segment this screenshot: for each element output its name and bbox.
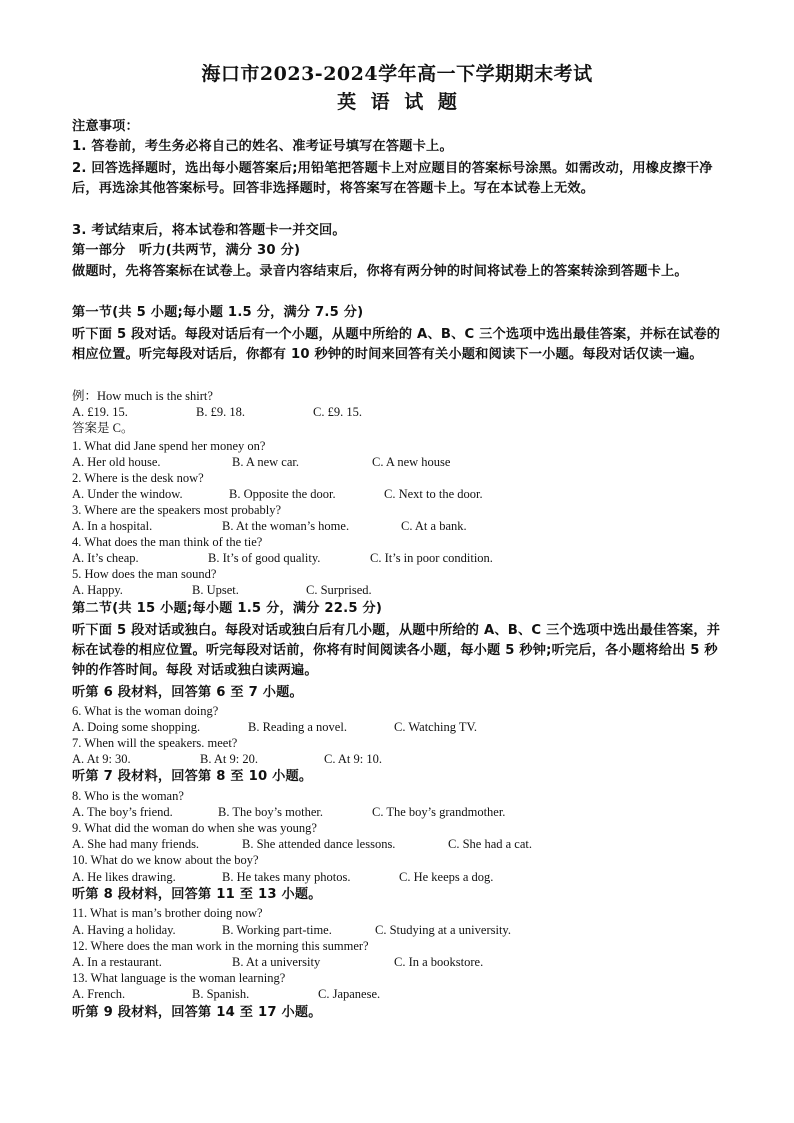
options-row	[72, 954, 732, 970]
option-c: C. A new house	[372, 455, 451, 469]
option-c: C. In a bookstore.	[394, 955, 484, 969]
question-text: 3. Where are the speakers most probably?	[72, 503, 282, 517]
question-text: 12. Where does the man work in the morning this summer?	[72, 939, 369, 953]
notice-item-1: 1. 答卷前，考生务必将自己的姓名、准考证号填写在答题卡上。	[72, 139, 453, 154]
group-label: 听第 6 段材料，回答第 6 至 7 小题。	[72, 685, 303, 700]
question-text: 13. What language is the woman learning?	[72, 971, 286, 985]
option-a: A. Under the window.	[72, 487, 183, 501]
option-a: A. Having a holiday.	[72, 923, 176, 937]
option-c: C. Studying at a university.	[375, 923, 511, 937]
option-a: A. He likes drawing.	[72, 870, 176, 884]
option-b: B. It’s of good quality.	[208, 551, 321, 565]
option-b: B. At the woman’s home.	[222, 519, 350, 533]
option-a: A. It’s cheap.	[72, 551, 139, 565]
options-row	[72, 719, 732, 735]
option-a: A. £19. 15.	[72, 405, 128, 419]
options-row	[72, 836, 732, 852]
option-b: B. He takes many photos.	[222, 870, 351, 884]
options-row	[72, 751, 732, 767]
question-text: 10. What do we know about the boy?	[72, 853, 259, 867]
question-text: 1. What did Jane spend her money on?	[72, 439, 266, 453]
option-b: B. Spanish.	[192, 987, 250, 1001]
option-c: C. At 9: 10.	[324, 752, 382, 766]
question-text: 7. When will the speakers. meet?	[72, 736, 238, 750]
option-b: B. A new car.	[232, 455, 300, 469]
option-c: C. It’s in poor condition.	[370, 551, 493, 565]
option-c: C. He keeps a dog.	[399, 870, 494, 884]
options-row	[72, 518, 732, 534]
question-text: 5. How does the man sound?	[72, 567, 217, 581]
example-answer: 答案是 C。	[72, 421, 134, 435]
group-label: 听第 9 段材料，回答第 14 至 17 小题。	[72, 1005, 322, 1020]
option-c: C. Surprised.	[306, 583, 372, 597]
options-row	[72, 486, 732, 502]
question-text: 6. What is the woman doing?	[72, 704, 219, 718]
option-b: B. At 9: 20.	[200, 752, 258, 766]
notice-item-2: 2. 回答选择题时，选出每小题答案后;用铅笔把答题卡上对应题目的答案标号涂黑。如需改动，用橡皮擦干净后，再选涂其他答案标号。回答非选择题时，将答案写在答题卡上。写在本试卷上无效。	[72, 161, 713, 196]
options-row	[72, 550, 732, 566]
option-b: B. Upset.	[192, 583, 239, 597]
section2-heading: 第二节(共 15 小题;每小题 1.5 分，满分 22.5 分)	[72, 601, 383, 616]
notice-item-3: 3. 考试结束后，将本试卷和答题卡一并交回。	[72, 223, 346, 238]
option-a: A. She had many friends.	[72, 837, 200, 851]
options-row	[72, 454, 732, 470]
option-c: C. Next to the door.	[384, 487, 483, 501]
question-text: 9. What did the woman do when she was young?	[72, 821, 317, 835]
option-b: B. Reading a novel.	[248, 720, 347, 734]
section1-instruction: 听下面 5 段对话。每段对话后有一个小题，从题中所给的 A、B、C 三个选项中选出最佳答案，并标在试卷的相应位置。听完每段对话后，你都有 10 秒钟的时间来回答有关小题和阅读下一小题。每段对话仅读一遍。	[72, 327, 721, 362]
option-c: C. Watching TV.	[394, 720, 478, 734]
example-options	[72, 404, 732, 420]
option-a: A. The boy’s friend.	[72, 805, 173, 819]
question-text: 8. Who is the woman?	[72, 789, 184, 803]
option-c: C. The boy’s grandmother.	[372, 805, 506, 819]
option-a: A. In a restaurant.	[72, 955, 162, 969]
option-a: A. In a hospital.	[72, 519, 153, 533]
option-c: C. She had a cat.	[448, 837, 533, 851]
options-row	[72, 804, 732, 820]
option-b: B. At a university	[232, 955, 321, 969]
option-b: B. She attended dance lessons.	[242, 837, 396, 851]
option-a: A. Her old house.	[72, 455, 161, 469]
option-a: A. Happy.	[72, 583, 123, 597]
options-row	[72, 986, 732, 1002]
part1-heading: 第一部分 听力(共两节，满分 30 分)	[72, 243, 301, 258]
group-label: 听第 7 段材料，回答第 8 至 10 小题。	[72, 769, 313, 784]
notice-heading: 注意事项：	[72, 119, 139, 134]
option-b: B. Opposite the door.	[229, 487, 336, 501]
section1-heading: 第一节(共 5 小题;每小题 1.5 分，满分 7.5 分)	[72, 305, 364, 320]
option-a: A. French.	[72, 987, 126, 1001]
options-row	[72, 582, 732, 598]
option-a: A. At 9: 30.	[72, 752, 131, 766]
group-label: 听第 8 段材料，回答第 11 至 13 小题。	[72, 887, 322, 902]
option-b: B. Working part-time.	[222, 923, 332, 937]
question-text: 4. What does the man think of the tie?	[72, 535, 263, 549]
option-c: C. £9. 15.	[313, 405, 362, 419]
option-a: A. Doing some shopping.	[72, 720, 201, 734]
option-c: C. Japanese.	[318, 987, 381, 1001]
question-text: 2. Where is the desk now?	[72, 471, 204, 485]
exam-title: 海口市2023-2024学年高一下学期期末考试	[201, 63, 593, 85]
exam-subtitle: 英 语 试 题	[337, 91, 457, 113]
option-b: B. The boy’s mother.	[218, 805, 323, 819]
option-b: B. £9. 18.	[196, 405, 245, 419]
section2-instruction: 听下面 5 段对话或独白。每段对话或独白后有几小题，从题中所给的 A、B、C 三个选项中选出最佳答案，并标在试卷的相应位置。听完每段对话前，你将有时间阅读各小题，每小题 5 秒钟;听完后，各小题将给出 5 秒钟的作答时间。每段 对话或独白读两遍。	[72, 623, 721, 678]
question-text: 11. What is man’s brother doing now?	[72, 906, 263, 920]
options-row	[72, 922, 732, 938]
option-c: C. At a bank.	[401, 519, 467, 533]
example-question: 例：How much is the shirt?	[72, 389, 213, 403]
options-row	[72, 869, 732, 885]
part1-instruction: 做题时，先将答案标在试卷上。录音内容结束后，你将有两分钟的时间将试卷上的答案转涂到答题卡上。	[72, 264, 688, 279]
